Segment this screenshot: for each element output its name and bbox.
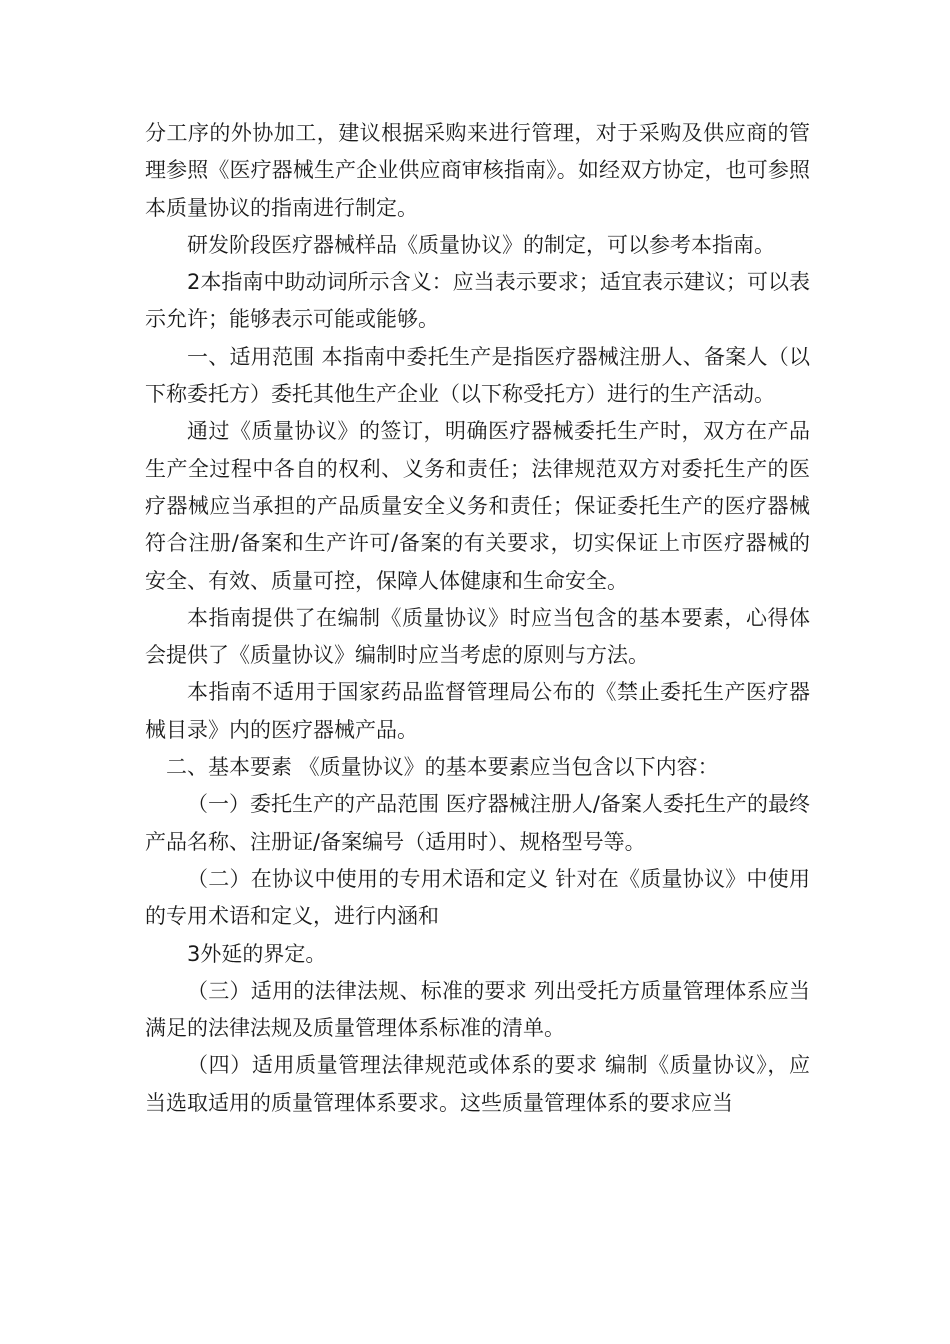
document-body	[145, 115, 810, 1122]
paragraph-11: 3外延的界定。	[187, 941, 327, 966]
item-2-terms: （二）在协议中使用的专用术语和定义 针对在《质量协议》中使用的专用术语和定义，进行内涵和	[145, 866, 810, 929]
item-3-regulations: （三）适用的法律法规、标准的要求 列出受托方质量管理体系应当满足的法律法规及质量管理体系标准的清单。	[145, 978, 810, 1041]
paragraph-1: 分工序的外协加工，建议根据采购来进行管理，对于采购及供应商的管理参照《医疗器械生产企业供应商审核指南》。如经双方协定，也可参照本质量协议的指南进行制定。	[145, 121, 810, 220]
paragraph-5: 通过《质量协议》的签订，明确医疗器械委托生产时，双方在产品生产全过程中各自的权利、义务和责任；法律规范双方对委托生产的医疗器械应当承担的产品质量安全义务和责任；保证委托生产的医疗器械符合注册/备案和生产许可/备案的有关要求，切实保证上市医疗器械的安全、有效、质量可控，保障人体健康和生命安全。	[145, 419, 810, 593]
item-1-product-scope: （一）委托生产的产品范围 医疗器械注册人/备案人委托生产的最终产品名称、注册证/备案编号（适用时）、规格型号等。	[145, 792, 810, 854]
paragraph-7: 本指南不适用于国家药品监督管理局公布的《禁止委托生产医疗器械目录》内的医疗器械产品。	[145, 680, 810, 742]
section-heading-elements: 二、基本要素 《质量协议》的基本要素应当包含以下内容：	[166, 755, 719, 780]
paragraph-2: 研发阶段医疗器械样品《质量协议》的制定，可以参考本指南。	[187, 232, 775, 257]
section-heading-scope: 一、适用范围 本指南中委托生产是指医疗器械注册人、备案人（以下称委托方）委托其他生产企业（以下称受托方）进行的生产活动。	[145, 344, 810, 407]
item-4-quality-system: （四）适用质量管理法律规范或体系的要求 编制《质量协议》，应当选取适用的质量管理体系要求。这些质量管理体系的要求应当	[145, 1053, 810, 1115]
paragraph-6: 本指南提供了在编制《质量协议》时应当包含的基本要素，心得体会提供了《质量协议》编制时应当考虑的原则与方法。	[145, 605, 810, 668]
paragraph-3: 2本指南中助动词所示含义：应当表示要求；适宜表示建议；可以表示允许；能够表示可能或能够。	[145, 270, 810, 332]
